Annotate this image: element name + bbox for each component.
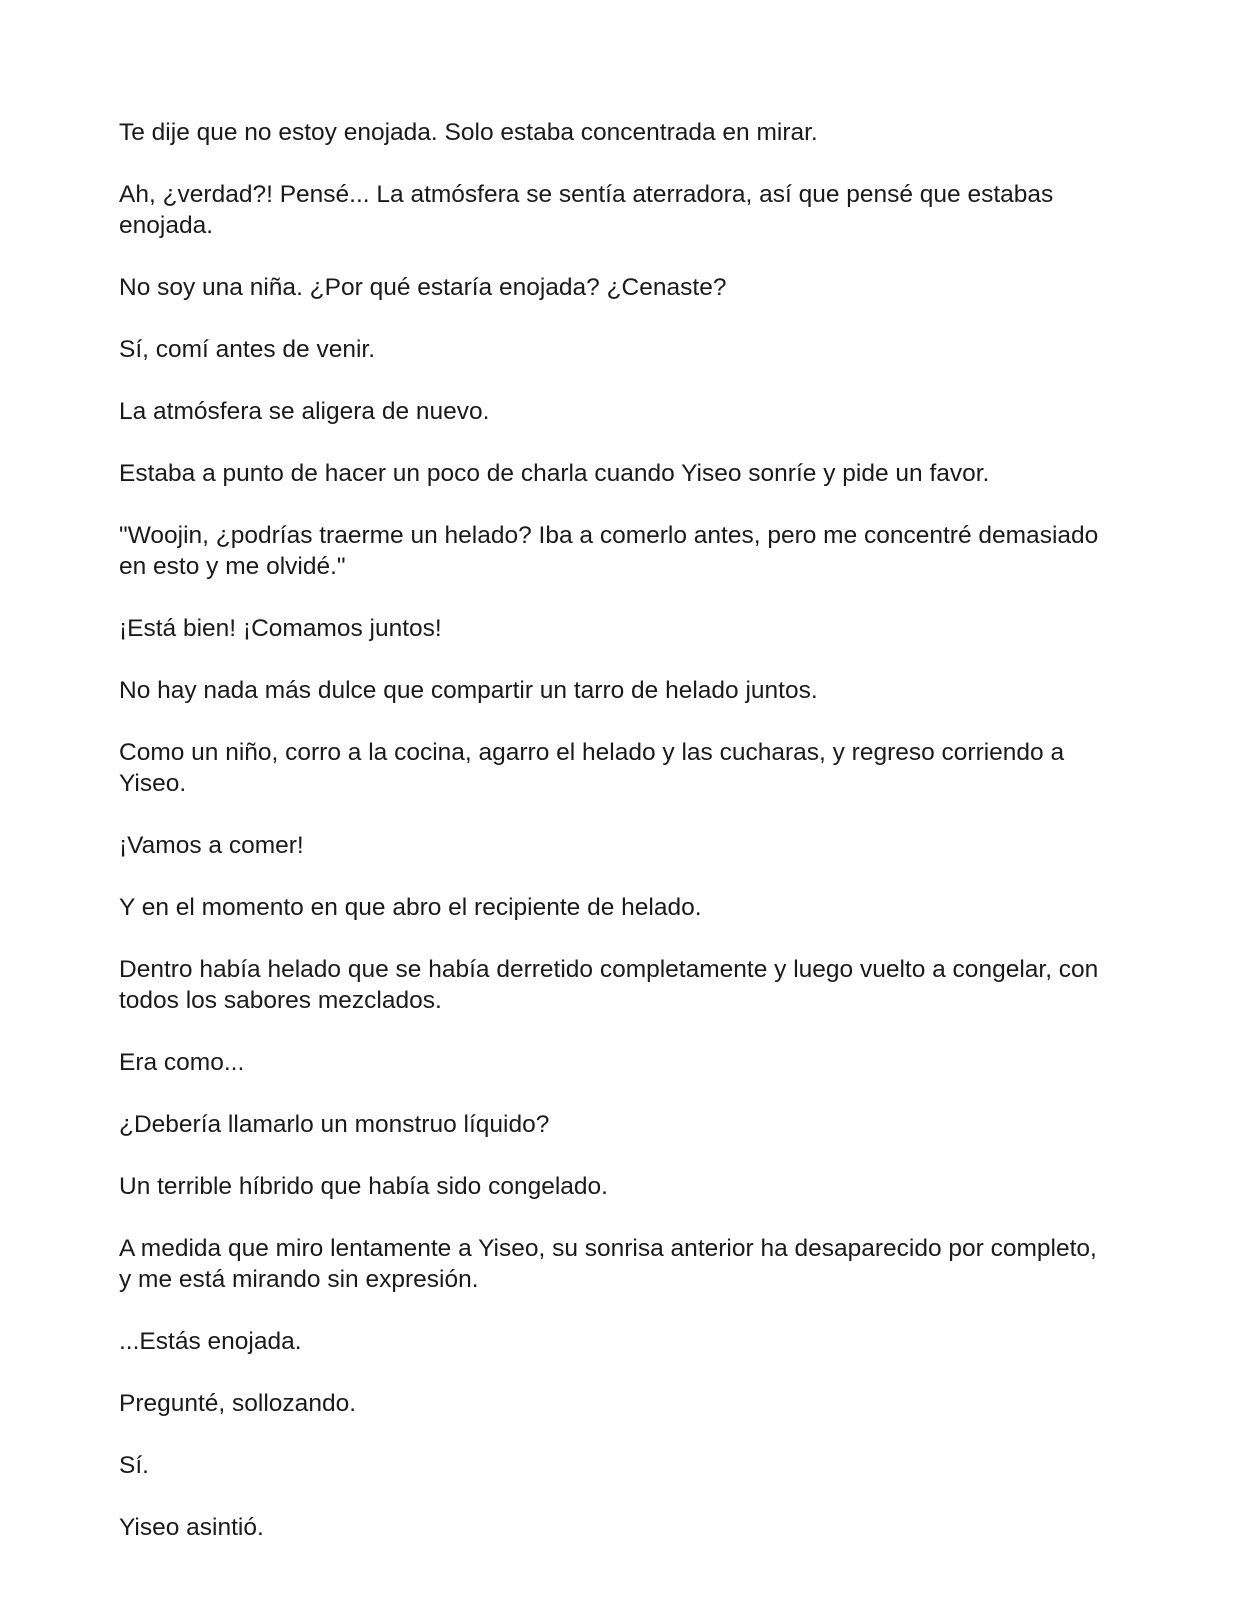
paragraph: "Woojin, ¿podrías traerme un helado? Iba a comerlo antes, pero me concentré demasiado en esto y me olvidé."	[119, 522, 1099, 580]
paragraph: Dentro había helado que se había derretido completamente y luego vuelto a congelar, con todos los sabores mezclados.	[119, 956, 1099, 1014]
paragraph: Y en el momento en que abro el recipiente de helado.	[119, 894, 702, 921]
paragraph: Estaba a punto de hacer un poco de charla cuando Yiseo sonríe y pide un favor.	[119, 460, 990, 487]
paragraph: Un terrible híbrido que había sido congelado.	[119, 1173, 608, 1200]
paragraph: Pregunté, sollozando.	[119, 1390, 356, 1417]
paragraph: Era como...	[119, 1049, 245, 1076]
paragraph: A medida que miro lentamente a Yiseo, su sonrisa anterior ha desaparecido por completo, y me está mirando sin expresión.	[119, 1235, 1097, 1293]
paragraph: No hay nada más dulce que compartir un tarro de helado juntos.	[119, 677, 818, 704]
paragraph: Sí.	[119, 1452, 149, 1479]
paragraph: ¡Está bien! ¡Comamos juntos!	[119, 615, 442, 642]
paragraph: ¿Debería llamarlo un monstruo líquido?	[119, 1111, 550, 1138]
paragraph: La atmósfera se aligera de nuevo.	[119, 398, 490, 425]
paragraph: ¡Vamos a comer!	[119, 832, 304, 859]
paragraph: Yiseo asintió.	[119, 1514, 264, 1541]
document-body	[119, 117, 1099, 1574]
paragraph: Ah, ¿verdad?! Pensé... La atmósfera se sentía aterradora, así que pensé que estabas enojada.	[119, 181, 1054, 239]
paragraph: Te dije que no estoy enojada. Solo estaba concentrada en mirar.	[119, 119, 818, 146]
paragraph: Sí, comí antes de venir.	[119, 336, 376, 363]
paragraph: ...Estás enojada.	[119, 1328, 302, 1355]
paragraph: Como un niño, corro a la cocina, agarro el helado y las cucharas, y regreso corriendo a Yiseo.	[119, 739, 1065, 797]
paragraph: No soy una niña. ¿Por qué estaría enojada? ¿Cenaste?	[119, 274, 727, 301]
